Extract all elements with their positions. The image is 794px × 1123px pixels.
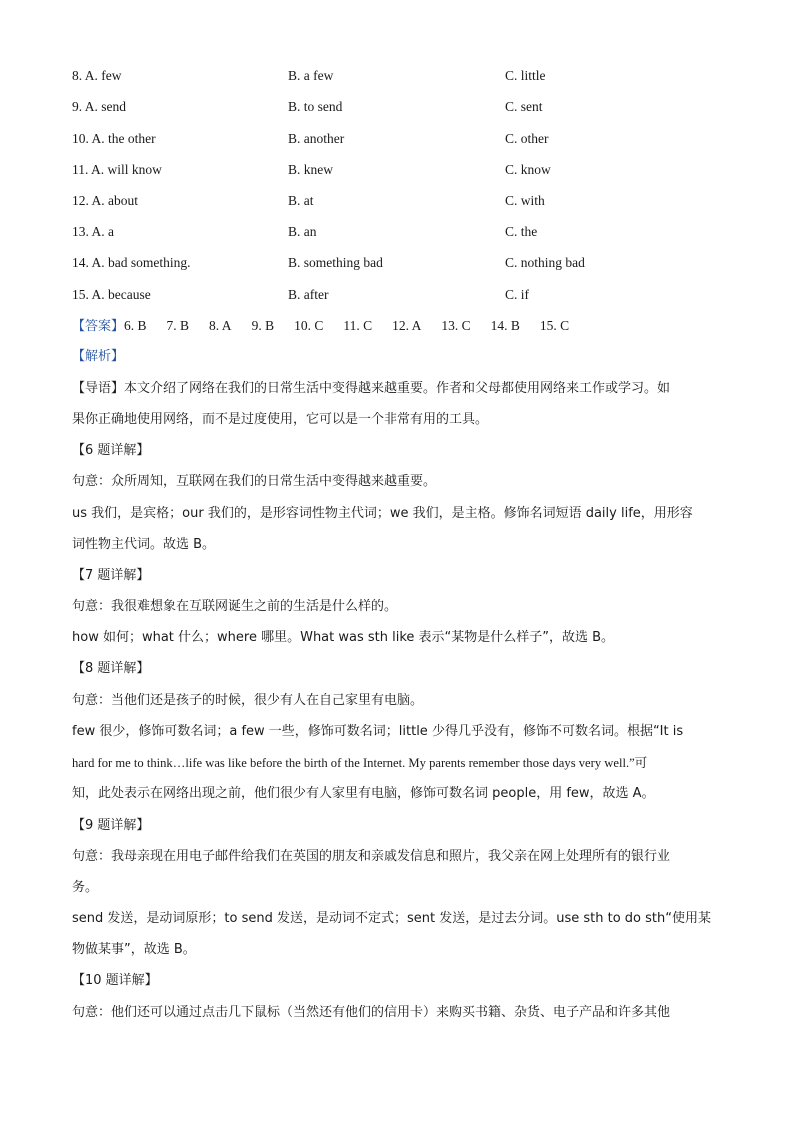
option-b: B. knew xyxy=(288,162,333,177)
option-c: C. other xyxy=(505,131,549,146)
q9-heading: 【9 题详解】 xyxy=(72,818,150,833)
option-row-15 xyxy=(72,285,732,305)
q6-explain-1: us 我们，是宾格；our 我们的，是形容词性物主代词；we 我们，是主格。修饰名词短语 daily life，用形容 xyxy=(72,506,693,521)
intro-line-2: 果你正确地使用网络，而不是过度使用，它可以是一个非常有用的工具。 xyxy=(72,412,489,427)
option-a: 14. A. bad something. xyxy=(72,255,191,270)
q9-explain-1: send 发送，是动词原形；to send 发送，是动词不定式；sent 发送，是过去分词。use sth to do sth“使用某 xyxy=(72,911,711,926)
answer-item: 13. C xyxy=(441,318,471,333)
option-c: C. little xyxy=(505,68,546,83)
answer-label: 【答案】 xyxy=(72,319,125,334)
q7-meaning: 句意：我很难想象在互联网诞生之前的生活是什么样的。 xyxy=(72,599,398,614)
option-b: B. an xyxy=(288,224,317,239)
q8-meaning: 句意：当他们还是孩子的时候，很少有人在自己家里有电脑。 xyxy=(72,693,424,708)
option-c: C. know xyxy=(505,162,551,177)
option-b: B. a few xyxy=(288,68,334,83)
q8-explain-2: hard for me to think…life was like before the birth of the Internet. My parents remember those days very well.”可 xyxy=(72,756,648,770)
q7-heading: 【7 题详解】 xyxy=(72,568,150,583)
q10-heading: 【10 题详解】 xyxy=(72,973,158,988)
q8-heading: 【8 题详解】 xyxy=(72,661,150,676)
option-a: 8. A. few xyxy=(72,68,122,83)
option-row-11 xyxy=(72,160,732,180)
option-row-13 xyxy=(72,222,732,242)
option-a: 10. A. the other xyxy=(72,131,156,146)
q9-meaning-1: 句意：我母亲现在用电子邮件给我们在英国的朋友和亲戚发信息和照片，我父亲在网上处理所有的银行业 xyxy=(72,849,671,864)
answer-item: 6. B xyxy=(124,318,147,333)
option-b: B. something bad xyxy=(288,255,383,270)
q10-meaning: 句意：他们还可以通过点击几下鼠标（当然还有他们的信用卡）来购买书籍、杂货、电子产品和许多其他 xyxy=(72,1005,671,1020)
option-c: C. the xyxy=(505,224,538,239)
option-c: C. if xyxy=(505,287,530,302)
option-b: B. another xyxy=(288,131,345,146)
option-a: 13. A. a xyxy=(72,224,114,239)
q6-explain-2: 词性物主代词。故选 B。 xyxy=(72,537,216,552)
answer-item: 12. A xyxy=(392,318,422,333)
q9-explain-2: 物做某事”，故选 B。 xyxy=(72,942,196,957)
intro-line-1: 【导语】本文介绍了网络在我们的日常生活中变得越来越重要。作者和父母都使用网络来工作或学习。如 xyxy=(72,381,671,396)
answer-item: 10. C xyxy=(294,318,324,333)
q7-explain: how 如何；what 什么；where 哪里。What was sth like 表示“某物是什么样子”，故选 B。 xyxy=(72,630,615,645)
q6-meaning: 句意：众所周知，互联网在我们的日常生活中变得越来越重要。 xyxy=(72,474,437,489)
answer-item: 9. B xyxy=(251,318,275,333)
option-c: C. sent xyxy=(505,99,543,114)
option-b: B. to send xyxy=(288,99,343,114)
option-b: B. after xyxy=(288,287,329,302)
answer-item: 8. A xyxy=(209,318,232,333)
option-a: 9. A. send xyxy=(72,99,126,114)
analysis-label: 【解析】 xyxy=(72,349,125,364)
option-row-10 xyxy=(72,129,732,149)
q6-heading: 【6 题详解】 xyxy=(72,443,150,458)
answer-item: 11. C xyxy=(343,318,373,333)
answer-item: 7. B xyxy=(166,318,190,333)
option-a: 11. A. will know xyxy=(72,162,162,177)
option-a: 15. A. because xyxy=(72,287,151,302)
option-c: C. with xyxy=(505,193,545,208)
q8-explain-1: few 很少，修饰可数名词；a few 一些，修饰可数名词；little 少得几乎没有，修饰不可数名词。根据“It is xyxy=(72,724,684,739)
option-c: C. nothing bad xyxy=(505,255,585,270)
option-b: B. at xyxy=(288,193,314,208)
option-a: 12. A. about xyxy=(72,193,138,208)
answer-key xyxy=(72,316,589,336)
answer-item: 14. B xyxy=(490,318,520,333)
option-row-12 xyxy=(72,191,732,211)
option-row-14 xyxy=(72,253,732,273)
option-row-9 xyxy=(72,97,732,117)
q9-meaning-2: 务。 xyxy=(72,880,99,895)
q8-explain-3: 知，此处表示在网络出现之前，他们很少有人家里有电脑，修饰可数名词 people，用 few，故选 A。 xyxy=(72,786,655,801)
answer-item: 15. C xyxy=(539,318,570,333)
option-row-8 xyxy=(72,66,732,86)
